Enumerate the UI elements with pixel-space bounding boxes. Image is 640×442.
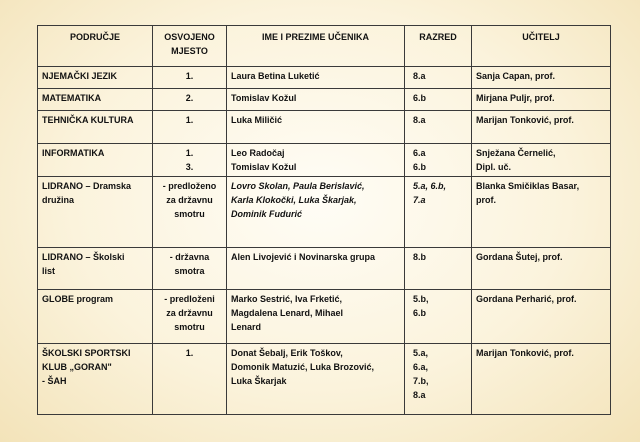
- table-row: [38, 89, 611, 111]
- cell-area: [38, 111, 153, 144]
- cell-place: [153, 177, 227, 247]
- cell-area: [38, 289, 153, 344]
- cell-line: 5.a, 6.b,: [413, 181, 447, 192]
- cell-line: 6.b: [413, 307, 427, 318]
- cell-teachers: [472, 344, 611, 415]
- cell-place: [153, 111, 227, 144]
- cell-grade: [405, 289, 472, 344]
- table-row: [38, 289, 611, 344]
- cell-line: Mirjana Puljr, prof.: [476, 93, 555, 104]
- cell-line: Donat Šebalj, Erik Toškov,: [231, 348, 343, 359]
- cell-grade: [405, 67, 472, 89]
- cell-line: 1.: [185, 348, 194, 359]
- cell-line: 6.b: [413, 161, 427, 172]
- cell-area: [38, 344, 153, 415]
- cell-line: Luka Miličić: [231, 115, 283, 126]
- cell-line: ŠKOLSKI SPORTSKI: [42, 348, 131, 359]
- cell-place: [153, 89, 227, 111]
- cell-place: [153, 344, 227, 415]
- cell-line: Sanja Capan, prof.: [476, 71, 556, 81]
- cell-line: Lovro Skolan, Paula Berislavić,: [231, 181, 365, 192]
- cell-line: Luka Škarjak: [231, 376, 287, 387]
- cell-teachers: [472, 177, 611, 247]
- header-teachers: UČITELJ: [472, 26, 611, 67]
- cell-student: [227, 111, 405, 144]
- cell-line: Magdalena Lenard, Mihael: [231, 307, 344, 318]
- cell-line: 8.b: [413, 251, 427, 262]
- cell-line: 1.: [185, 115, 194, 126]
- cell-student: [227, 289, 405, 344]
- cell-area: [38, 143, 153, 177]
- cell-grade: [405, 177, 472, 247]
- table-row: [38, 143, 611, 177]
- cell-line: Karla Klokočki, Luka Škarjak,: [231, 195, 357, 206]
- cell-line: 1.: [185, 71, 194, 81]
- table-row: [38, 247, 611, 289]
- cell-student: [227, 89, 405, 111]
- cell-line: 8.a: [413, 71, 426, 81]
- cell-line: GLOBE program: [42, 293, 114, 304]
- cell-line: Tomislav Kožul: [231, 161, 297, 172]
- cell-place: [153, 143, 227, 177]
- cell-line: Lenard: [231, 321, 262, 332]
- cell-area: [38, 89, 153, 111]
- cell-line: 6.a: [413, 147, 426, 158]
- cell-line: smotru: [174, 321, 205, 332]
- cell-line: KLUB „GORAN": [42, 362, 112, 373]
- cell-line: Tomislav Kožul: [231, 93, 297, 104]
- cell-line: Gordana Perharić, prof.: [476, 293, 577, 304]
- cell-grade: [405, 111, 472, 144]
- cell-line: Marko Sestrić, Iva Frketić,: [231, 293, 343, 304]
- cell-line: za državnu: [166, 195, 213, 206]
- cell-line: TEHNIČKA KULTURA: [42, 115, 134, 126]
- cell-place: [153, 67, 227, 89]
- cell-line: Dominik Fudurić: [231, 209, 303, 220]
- cell-grade: [405, 89, 472, 111]
- cell-area: [38, 177, 153, 247]
- cell-line: - državna: [169, 251, 210, 262]
- cell-line: Laura Betina Luketić: [231, 71, 320, 81]
- cell-line: smotru: [174, 209, 205, 220]
- cell-line: - ŠAH: [42, 376, 67, 387]
- table-row: [38, 177, 611, 247]
- cell-line: Snježana Černelić,: [476, 147, 556, 158]
- header-student: IME I PREZIME UČENIKA: [227, 26, 405, 67]
- cell-student: [227, 67, 405, 89]
- cell-line: 5.b,: [413, 293, 429, 304]
- cell-line: list: [42, 265, 56, 276]
- cell-line: 1.: [185, 147, 194, 158]
- cell-line: 6.b: [413, 93, 427, 104]
- cell-student: [227, 143, 405, 177]
- cell-teachers: [472, 289, 611, 344]
- cell-teachers: [472, 67, 611, 89]
- cell-line: Gordana Šutej, prof.: [476, 251, 563, 262]
- cell-line: 8.a: [413, 115, 426, 126]
- table-row: [38, 67, 611, 89]
- cell-grade: [405, 143, 472, 177]
- table-row: [38, 111, 611, 144]
- header-place: OSVOJENO MJESTO: [153, 26, 227, 67]
- cell-line: Blanka Smičiklas Basar,: [476, 181, 580, 192]
- cell-line: INFORMATIKA: [42, 147, 105, 158]
- cell-line: - predloženi: [164, 293, 215, 304]
- cell-teachers: [472, 143, 611, 177]
- cell-line: 6.a,: [413, 362, 429, 373]
- cell-line: Leo Radočaj: [231, 147, 285, 158]
- cell-grade: [405, 344, 472, 415]
- cell-line: LIDRANO – Dramska: [42, 181, 132, 192]
- cell-line: za državnu: [166, 307, 213, 318]
- cell-line: 3.: [185, 161, 194, 172]
- cell-area: [38, 247, 153, 289]
- cell-line: Domonik Matuzić, Luka Brozović,: [231, 362, 375, 373]
- cell-teachers: [472, 89, 611, 111]
- cell-teachers: [472, 111, 611, 144]
- cell-line: Marijan Tonković, prof.: [476, 115, 574, 126]
- cell-line: 5.a,: [413, 348, 429, 359]
- cell-line: 7.b,: [413, 376, 429, 387]
- cell-line: 7.a: [413, 195, 426, 206]
- cell-grade: [405, 247, 472, 289]
- cell-line: družina: [42, 195, 75, 206]
- header-area: PODRUČJE: [38, 26, 153, 67]
- cell-line: Marijan Tonković, prof.: [476, 348, 574, 359]
- cell-line: prof.: [476, 195, 496, 206]
- cell-line: 2.: [185, 93, 194, 104]
- cell-line: Alen Livojević i Novinarska grupa: [231, 251, 376, 262]
- cell-line: 8.a: [413, 390, 426, 401]
- cell-student: [227, 344, 405, 415]
- header-row: [38, 26, 611, 67]
- cell-student: [227, 177, 405, 247]
- cell-teachers: [472, 247, 611, 289]
- cell-line: MATEMATIKA: [42, 93, 102, 104]
- cell-line: Dipl. uč.: [476, 161, 512, 172]
- cell-line: smotra: [174, 265, 205, 276]
- cell-line: NJEMAČKI JEZIK: [42, 71, 118, 81]
- cell-line: LIDRANO – Školski: [42, 251, 125, 262]
- table-row: [38, 344, 611, 415]
- cell-area: [38, 67, 153, 89]
- header-grade: RAZRED: [405, 26, 472, 67]
- competition-results-table: [37, 25, 611, 415]
- cell-line: - predloženo: [162, 181, 217, 192]
- cell-student: [227, 247, 405, 289]
- cell-place: [153, 247, 227, 289]
- cell-place: [153, 289, 227, 344]
